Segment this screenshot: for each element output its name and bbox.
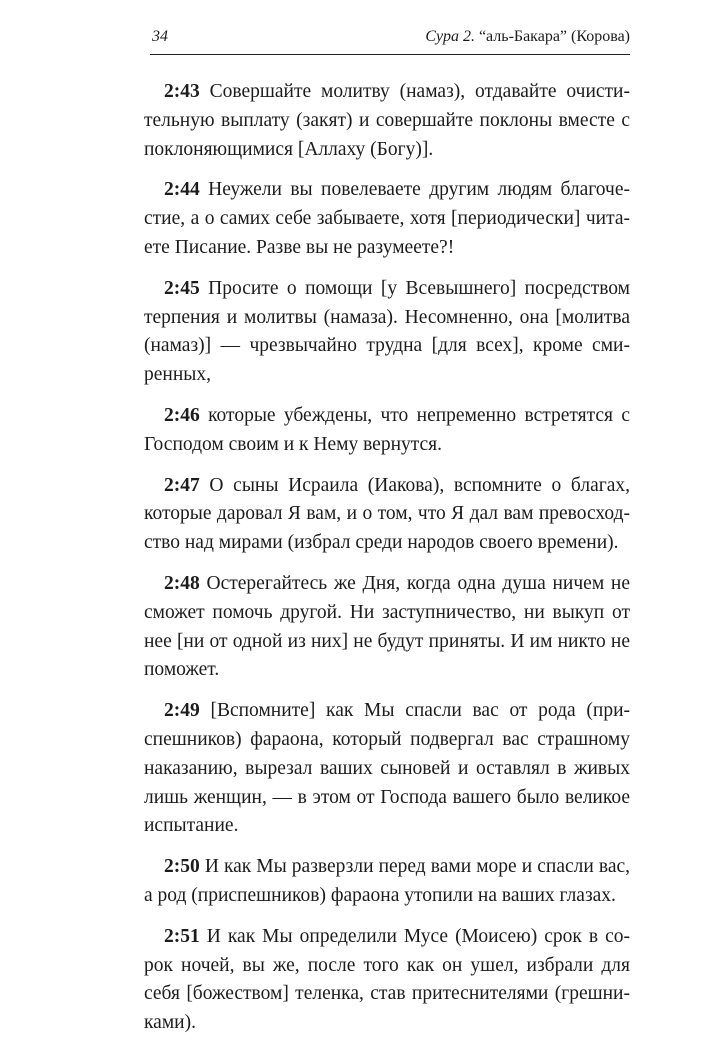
verse-text: Просите о помощи [у Всевышнего] посредством терпения и молитвы (намаза). Несомненно, она [молитва (намаз)] — чрезвычайно трудна [для всех], кроме смиренных,	[144, 277, 631, 386]
verse-ref: 2:47	[164, 474, 200, 496]
surah-name: “аль-Бакара” (Корова)	[478, 28, 630, 45]
verse-text: Неужели вы повелеваете другим людям благочестие, а о самих себе забываете, хотя [периодически] читаете Писание. Разве вы не разумеете?!	[144, 179, 631, 258]
verse-ref: 2:48	[164, 572, 200, 594]
verse-text: Остерегайтесь же Дня, когда одна душа ничем не сможет помочь другой. Ни заступничество, ни выкуп от нее [ни от одной из них] не будут приняты. И им никто не поможет.	[144, 572, 631, 681]
verse-text: которые убеждены, что непременно встретятся с Господом своим и к Нему вернутся.	[144, 404, 631, 455]
verse-text: И как Мы разверзли перед вами море и спасли вас, а род (приспешников) фараона утопили на ваших глазах.	[144, 856, 631, 906]
verse-2-44	[144, 176, 630, 262]
surah-label: Сура 2.	[425, 28, 475, 45]
verse-text: Совершайте молитву (намаз), отдавайте очистительную выплату (закят) и совершайте поклоны вместе с поклоняющимися [Аллаху (Богу)].	[144, 81, 630, 160]
page-header	[150, 28, 630, 55]
verse-2-51	[144, 923, 630, 1038]
verse-ref: 2:51	[164, 925, 200, 947]
verse-2-43	[144, 78, 630, 164]
verse-ref: 2:45	[164, 277, 200, 299]
verse-2-45	[144, 275, 630, 390]
verse-2-47	[144, 472, 630, 558]
verse-2-50	[144, 853, 630, 911]
verse-ref: 2:49	[164, 700, 200, 722]
verse-text: О сыны Исраила (Иакова), вспомните о благах, которые даровал Я вам, и о том, что Я дал вам превосходство над мирами (избрал среди народов своего времени).	[144, 474, 631, 554]
verse-ref: 2:44	[164, 179, 200, 201]
verse-2-49	[144, 697, 630, 841]
verse-list	[144, 78, 630, 1050]
verse-2-48	[144, 570, 630, 685]
page-number: 34	[152, 28, 168, 45]
verse-text: [Вспомните] как Мы спасли вас от рода (приспешников) фараона, который подвергал вас страшному наказанию, вырезал ваших сыновей и оставлял в живых лишь женщин, — в этом от Господа вашего было великое испытание.	[144, 700, 631, 837]
running-title	[425, 28, 630, 46]
verse-2-46	[144, 402, 630, 460]
verse-ref: 2:43	[164, 81, 200, 102]
verse-ref: 2:50	[164, 856, 200, 878]
verse-ref: 2:46	[164, 404, 200, 426]
verse-text: И как Мы определили Мусе (Моисею) срок в сорок ночей, вы же, после того как он ушел, избрали для себя [божеством] теленка, став притеснителями (грешниками).	[144, 925, 630, 1034]
